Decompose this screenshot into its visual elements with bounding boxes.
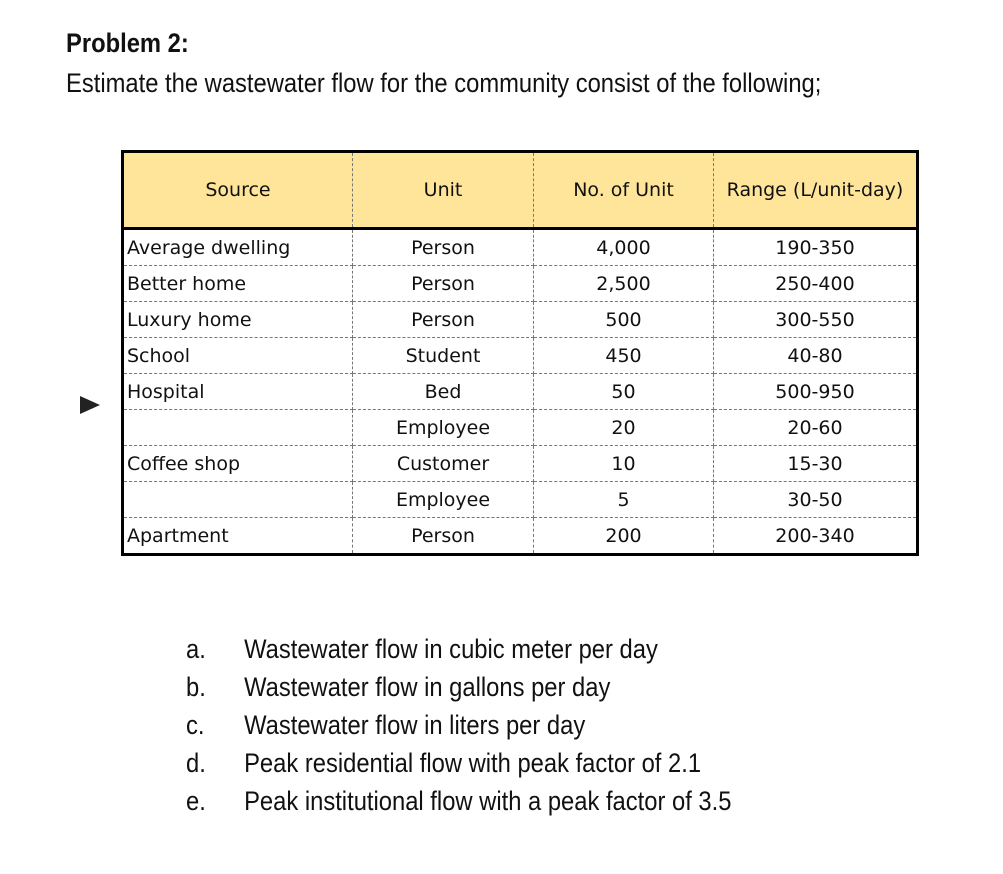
- table-row: [123, 518, 918, 555]
- table-row: [123, 410, 918, 446]
- cell-source: Hospital: [123, 374, 353, 410]
- header-source: Source: [123, 152, 353, 229]
- cell-unit: Bed: [353, 374, 534, 410]
- cell-unit: Employee: [353, 482, 534, 518]
- problem-title: Problem 2:: [66, 28, 189, 58]
- mouse-pointer-icon: [80, 396, 100, 414]
- cell-range: 40-80: [714, 338, 918, 374]
- header-unit: Unit: [353, 152, 534, 229]
- cell-range: 30-50: [714, 482, 918, 518]
- cell-unit: Person: [353, 229, 534, 266]
- cell-count: 450: [534, 338, 714, 374]
- question-marker: b.: [186, 672, 206, 702]
- table-row: [123, 229, 918, 266]
- question-marker: a.: [186, 634, 206, 664]
- question-text: Wastewater flow in liters per day: [244, 710, 586, 740]
- question-text: Wastewater flow in gallons per day: [244, 672, 611, 702]
- cell-source: [123, 410, 353, 446]
- cell-unit: Person: [353, 302, 534, 338]
- cell-count: 200: [534, 518, 714, 555]
- problem-intro: Estimate the wastewater flow for the community consist of the following;: [66, 68, 822, 98]
- table-header-row: [123, 152, 918, 229]
- cell-count: 50: [534, 374, 714, 410]
- cell-range: 250-400: [714, 266, 918, 302]
- question-marker: d.: [186, 748, 206, 778]
- cell-source: [123, 482, 353, 518]
- cell-count: 20: [534, 410, 714, 446]
- cell-unit: Customer: [353, 446, 534, 482]
- header-range: Range (L/unit-day): [714, 152, 918, 229]
- table-row: [123, 266, 918, 302]
- table-row: [123, 482, 918, 518]
- cell-source: School: [123, 338, 353, 374]
- table-row: [123, 374, 918, 410]
- cell-unit: Person: [353, 518, 534, 555]
- question-item: [186, 744, 731, 782]
- cell-range: 200-340: [714, 518, 918, 555]
- cell-source: Coffee shop: [123, 446, 353, 482]
- cell-unit: Employee: [353, 410, 534, 446]
- question-item: [186, 668, 731, 706]
- question-marker: c.: [186, 710, 205, 740]
- cell-range: 20-60: [714, 410, 918, 446]
- question-item: [186, 706, 731, 744]
- table-row: [123, 338, 918, 374]
- question-item: [186, 630, 731, 668]
- cell-source: Better home: [123, 266, 353, 302]
- cell-range: 190-350: [714, 229, 918, 266]
- question-item: [186, 782, 731, 820]
- cell-source: Apartment: [123, 518, 353, 555]
- cell-source: Average dwelling: [123, 229, 353, 266]
- question-text: Wastewater flow in cubic meter per day: [244, 634, 658, 664]
- header-no-of-unit: No. of Unit: [534, 152, 714, 229]
- question-marker: e.: [186, 786, 206, 816]
- cell-unit: Student: [353, 338, 534, 374]
- cell-range: 15-30: [714, 446, 918, 482]
- cell-source: Luxury home: [123, 302, 353, 338]
- cell-range: 500-950: [714, 374, 918, 410]
- wastewater-table: [121, 150, 919, 556]
- question-text: Peak institutional flow with a peak factor of 3.5: [244, 786, 732, 816]
- cell-count: 2,500: [534, 266, 714, 302]
- table-row: [123, 302, 918, 338]
- cell-count: 4,000: [534, 229, 714, 266]
- cell-count: 5: [534, 482, 714, 518]
- cell-count: 500: [534, 302, 714, 338]
- question-text: Peak residential flow with peak factor of 2.1: [244, 748, 702, 778]
- cell-range: 300-550: [714, 302, 918, 338]
- cell-count: 10: [534, 446, 714, 482]
- question-list: [186, 630, 806, 820]
- table-row: [123, 446, 918, 482]
- cell-unit: Person: [353, 266, 534, 302]
